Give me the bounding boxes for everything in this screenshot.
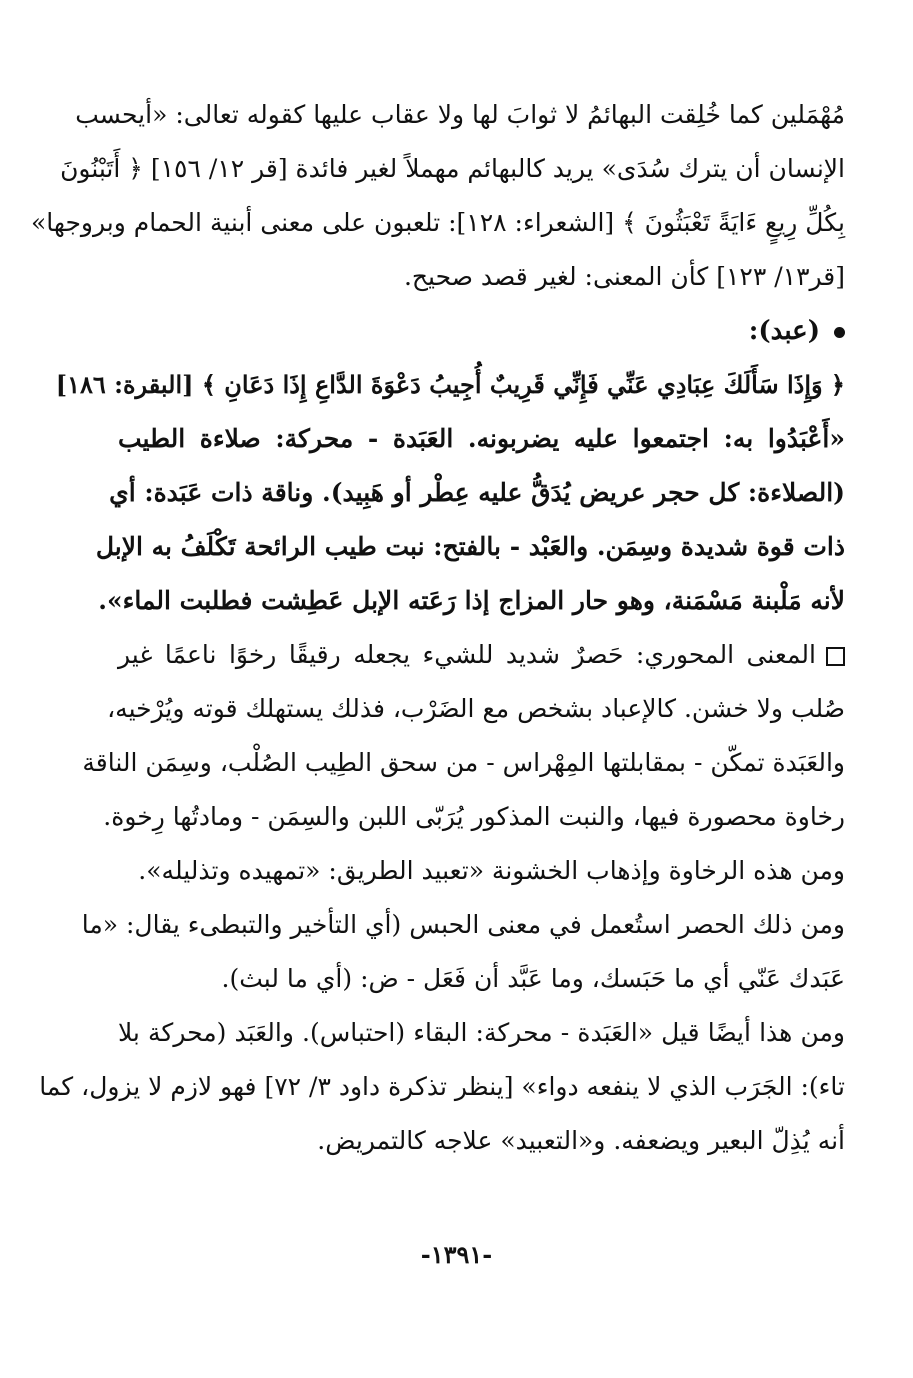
entry-heading	[118, 304, 845, 358]
text-line	[118, 628, 845, 682]
text-line: ذات قوة شديدة وسِمَن. والعَبْد - بالفتح: نبت طيب الرائحة تَكْلَفُ به الإبل	[95, 532, 845, 561]
text-line: عَبَدك عَنّي أي ما حَبَسك، وما عَبَّد أن فَعَل - ض: (أي ما لبث).	[221, 964, 845, 993]
text-line: بِكُلِّ رِيعٍ ءَايَةً تَعْبَثُونَ ﴾ [الشعراء: ١٢٨]: تلعبون على معنى أبنية الحمام وبروجها»	[31, 208, 845, 237]
text-line: ومن هذه الرخاوة وإذهاب الخشونة «تعبيد الطريق: «تمهيده وتذليله».	[138, 856, 845, 885]
text-line: (الصلاءة: كل حجر عريض يُدَقُّ عليه عِطْر أو هَبِيد). وناقة ذات عَبَدة: أي	[109, 478, 845, 507]
text-line: لأنه مَلْبنة مَسْمَنة، وهو حار المزاج إذا رَعَته الإبل عَطِشت فطلبت الماء».	[98, 586, 845, 615]
paragraph-core-meaning	[82, 628, 845, 898]
bullet-icon	[834, 327, 845, 338]
page-body	[31, 88, 845, 1168]
quran-verse: ﴿ وَإِذَا سَأَلَكَ عِبَادِي عَنِّي فَإِنِّي قَرِيبٌ أُجِيبُ دَعْوَةَ الدَّاعِ إِذَا دَعَانِ ﴾ [البقرة: ١٨٦]	[55, 370, 845, 399]
text-line: رخاوة محصورة فيها، والنبت المذكور يُرَبّى اللبن والسِمَن - ومادتُها رِخوة.	[103, 802, 845, 831]
paragraph-remaining	[39, 1006, 845, 1168]
text-line: ومن هذا أيضًا قيل «العَبَدة - محركة: البقاء (احتباس). والعَبَد (محركة بلا	[118, 1018, 845, 1047]
paragraph-intro	[31, 88, 845, 304]
text-line: والعَبَدة تمكّن - بمقابلتها المِهْراس - من سحق الطِيب الصُلْب، وسِمَن الناقة	[82, 748, 845, 777]
paragraph-detention	[81, 898, 845, 1006]
text-line: الإنسان أن يترك سُدَى» يريد كالبهائم مهملاً لغير فائدة [قر ١٢/ ١٥٦] ﴿ أَتَبْنُونَ	[60, 154, 845, 183]
entry-heading-text: (عبد):	[748, 316, 820, 346]
page-number: -١٣٩١-	[420, 1240, 493, 1269]
text-line: أنه يُذِلّ البعير ويضعفه. و«التعبيد» علاجه كالتمريض.	[317, 1126, 845, 1155]
text-line: «أَعْبَدُوا به: اجتمعوا عليه يضربونه. العَبَدة - محركة: صلاءة الطيب	[118, 424, 845, 453]
text-line-content: المعنى المحوري: حَصرٌ شديد للشيء يجعله رقيقًا رخوًا ناعمًا غير	[118, 640, 816, 669]
text-line: مُهْمَلين كما خُلِقت البهائمُ لا ثوابَ لها ولا عقاب عليها كقوله تعالى: «أيحسب	[75, 100, 845, 129]
paragraph-lexical	[95, 412, 845, 628]
text-line: تاء): الجَرَب الذي لا ينفعه دواء» [ينظر تذكرة داود ٣/ ٧٢] فهو لازم لا يزول، كما	[39, 1072, 845, 1101]
square-box-icon	[826, 647, 845, 666]
text-line: ومن ذلك الحصر استُعمل في معنى الحبس (أي التأخير والتبطىء يقال: «ما	[81, 910, 845, 939]
text-line: [قر١٣/ ١٢٣] كأن المعنى: لغير قصد صحيح.	[403, 262, 845, 291]
text-line: صُلب ولا خشن. كالإعباد بشخص مع الضَرْب، فذلك يستهلك قوته ويُرْخيه،	[107, 694, 845, 723]
